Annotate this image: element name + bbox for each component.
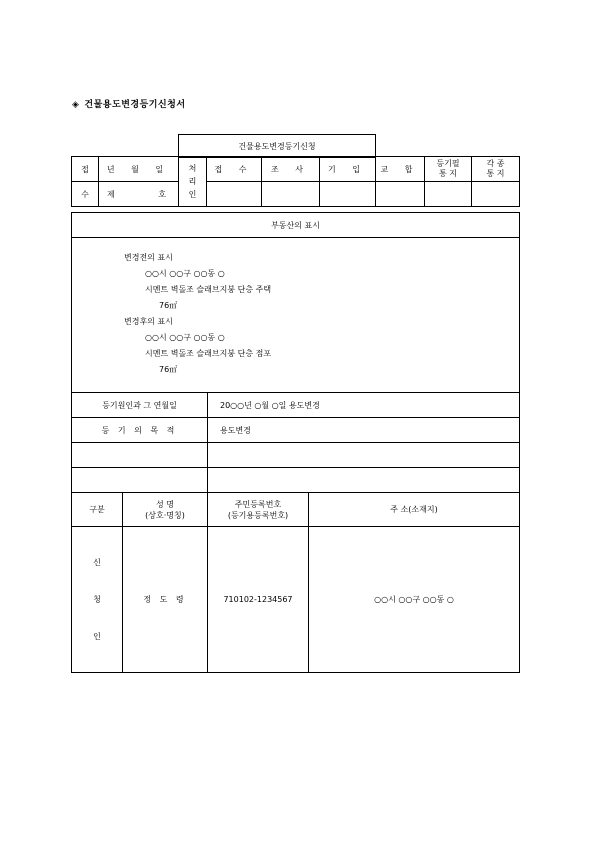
before-address: ○○시 ○○구 ○○동 ○ <box>145 269 225 278</box>
applicant-header-name: 성 명 (상호·명칭) <box>123 493 208 527</box>
purpose-label: 등 기 의 목 적 <box>72 418 208 443</box>
cell-inspect[interactable] <box>262 182 320 207</box>
property-header: 부동산의 표시 <box>72 213 520 238</box>
blank-value-2[interactable] <box>208 468 520 493</box>
diamond-bullet-icon: ◈ <box>72 100 80 110</box>
col-receipt: 접 수 <box>207 157 262 182</box>
cause-value[interactable]: 20○○년 ○월 ○일 용도변경 <box>208 393 520 418</box>
blank-label-1 <box>72 443 208 468</box>
receipt-table <box>71 156 520 207</box>
cell-entry[interactable] <box>320 182 376 207</box>
purpose-value[interactable]: 용도변경 <box>208 418 520 443</box>
receipt-su-label: 수 <box>72 182 99 207</box>
applicant-header-id: 주민등록번호 (등기용등록번호) <box>208 493 309 527</box>
applicant-header-address: 주 소(소재지) <box>309 493 520 527</box>
document-title: 건물용도변경등기신청서 <box>84 100 186 110</box>
applicant-address[interactable]: ○○시 ○○구 ○○동 ○ <box>309 527 520 673</box>
receipt-header-box <box>178 134 376 158</box>
receipt-je-label: 제 <box>107 189 115 199</box>
col-inspect: 조 사 <box>262 157 320 182</box>
blank-label-2 <box>72 468 208 493</box>
after-address: ○○시 ○○구 ○○동 ○ <box>145 333 225 342</box>
receipt-date-label: 년 월 일 <box>99 157 179 182</box>
col-complete-notice: 등기필 통 지 <box>425 157 472 182</box>
cell-receipt[interactable] <box>207 182 262 207</box>
receipt-jeop-label: 접 <box>72 157 99 182</box>
receipt-handler-label: 처 리 인 <box>179 157 207 207</box>
col-entry: 기 입 <box>320 157 376 182</box>
cell-various-notice[interactable] <box>472 182 520 207</box>
document-title-row <box>72 97 186 110</box>
applicant-role-label: 신 청 인 <box>72 527 123 673</box>
applicant-name[interactable]: 정 도 령 <box>123 527 208 673</box>
property-description <box>72 238 520 393</box>
cell-check[interactable] <box>376 182 425 207</box>
col-check: 교 합 <box>376 157 425 182</box>
before-structure: 시멘트 벽돌조 슬래브지붕 단층 주택 <box>145 285 272 294</box>
receipt-number-cell <box>99 182 179 207</box>
after-area: 76㎡ <box>159 365 178 374</box>
after-structure: 시멘트 벽돌조 슬래브지붕 단층 점포 <box>145 349 272 358</box>
applicant-header-gubun: 구분 <box>72 493 123 527</box>
applicant-id-number[interactable]: 710102-1234567 <box>208 527 309 673</box>
col-various-notice: 각 종 통 지 <box>472 157 520 182</box>
main-form-table <box>71 212 520 673</box>
receipt-header: 건물용도변경등기신청 <box>179 135 376 158</box>
cell-complete-notice[interactable] <box>425 182 472 207</box>
cause-label: 등기원인과 그 연월일 <box>72 393 208 418</box>
before-area: 76㎡ <box>159 301 178 310</box>
receipt-ho-label: 호 <box>158 189 166 199</box>
before-label: 변경전의 표시 <box>124 253 173 262</box>
after-label: 변경후의 표시 <box>124 317 173 326</box>
blank-value-1[interactable] <box>208 443 520 468</box>
